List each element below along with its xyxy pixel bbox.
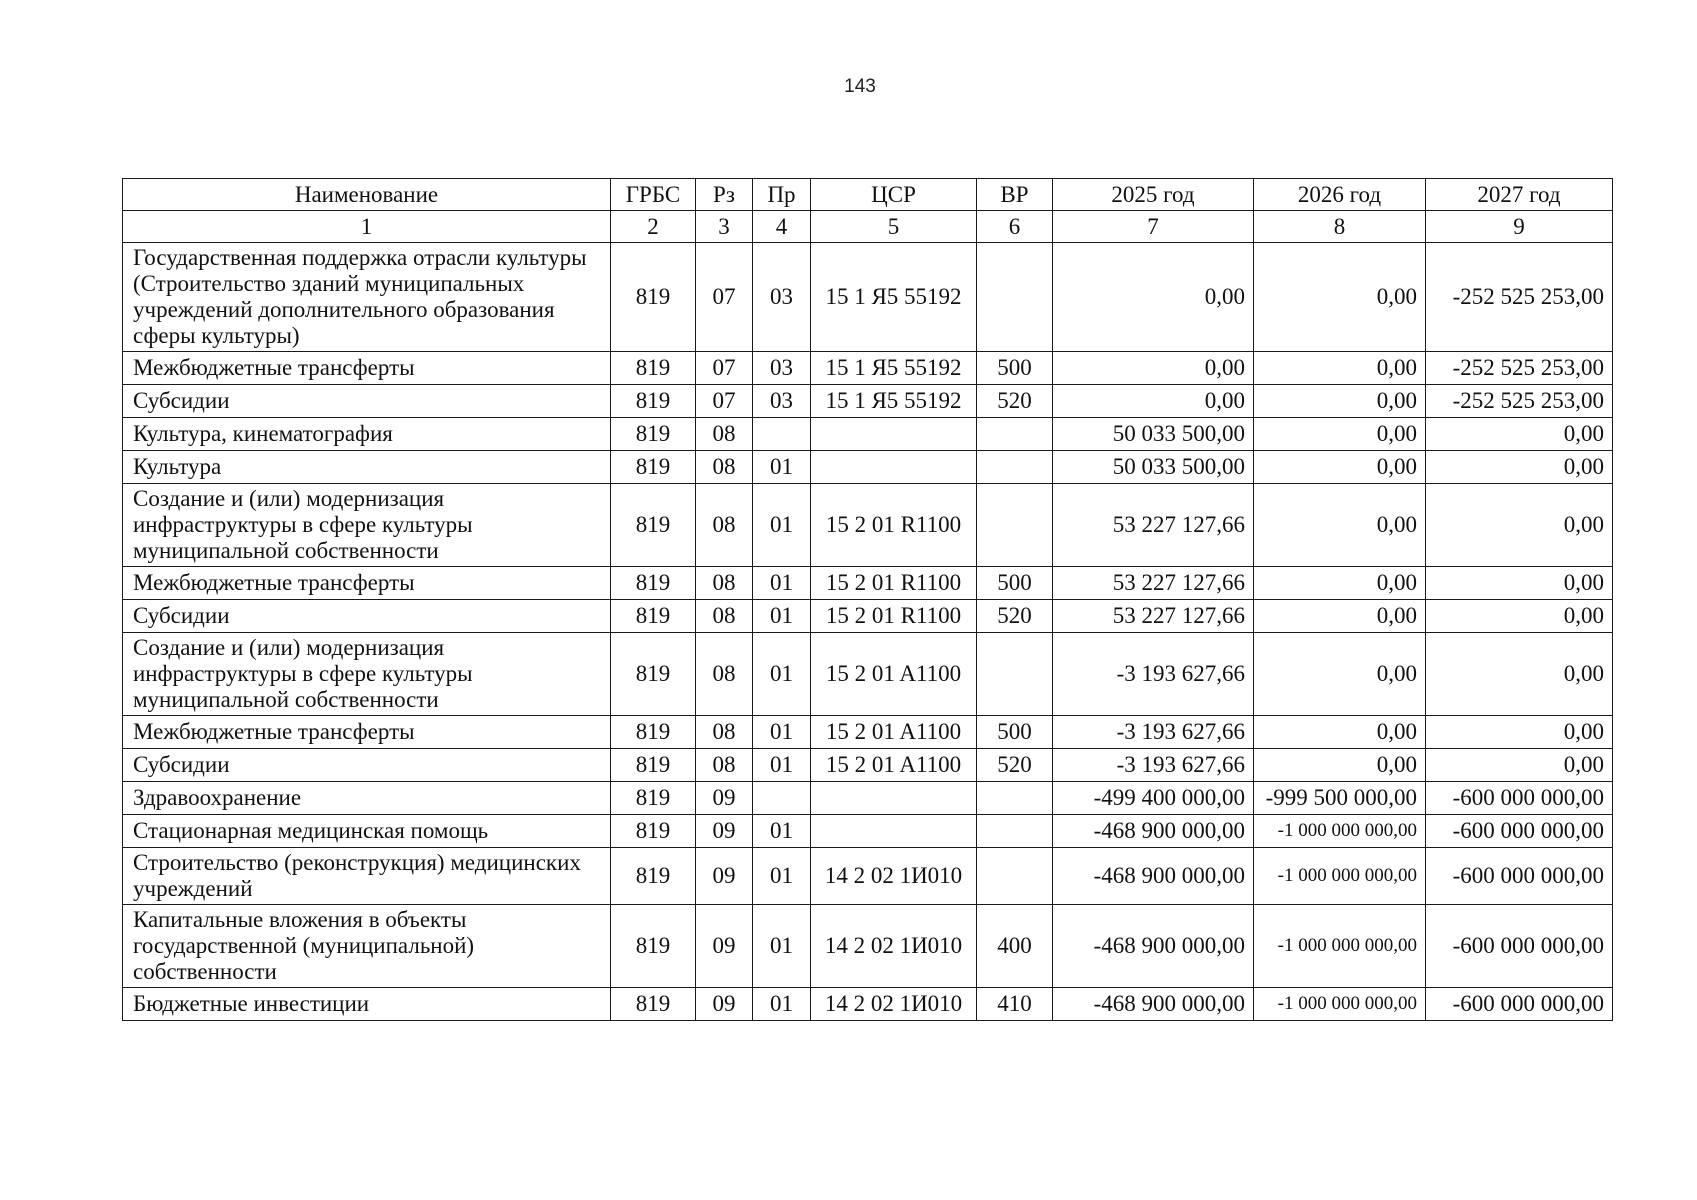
row-value-2026: 0,00 (1254, 352, 1426, 385)
row-vr (977, 848, 1053, 905)
column-number: 2 (611, 211, 696, 243)
header-cell: Рз (696, 179, 753, 211)
table-row (123, 484, 1613, 567)
column-number-row (123, 211, 1613, 243)
row-value-2025: -468 900 000,00 (1053, 988, 1254, 1021)
row-name: Субсидии (123, 385, 611, 418)
row-value-2026: 0,00 (1254, 633, 1426, 716)
row-pr: 01 (753, 484, 811, 567)
row-value-2026: 0,00 (1254, 600, 1426, 633)
table-row (123, 716, 1613, 749)
row-pr: 01 (753, 848, 811, 905)
row-grbs: 819 (611, 988, 696, 1021)
row-pr: 01 (753, 451, 811, 484)
column-number: 3 (696, 211, 753, 243)
row-value-2026: 0,00 (1254, 243, 1426, 352)
row-vr: 500 (977, 567, 1053, 600)
row-csr: 14 2 02 1И010 (811, 905, 977, 988)
row-pr (753, 782, 811, 815)
row-name: Межбюджетные трансферты (123, 352, 611, 385)
column-number: 1 (123, 211, 611, 243)
row-name: Здравоохранение (123, 782, 611, 815)
row-csr (811, 815, 977, 848)
row-value-2026: -1 000 000 000,00 (1254, 815, 1426, 848)
row-value-2027: -600 000 000,00 (1426, 905, 1613, 988)
row-name: Бюджетные инвестиции (123, 988, 611, 1021)
row-value-2027: 0,00 (1426, 567, 1613, 600)
row-value-2025: -468 900 000,00 (1053, 905, 1254, 988)
row-vr (977, 782, 1053, 815)
row-value-2027: 0,00 (1426, 633, 1613, 716)
row-value-2025: -3 193 627,66 (1053, 749, 1254, 782)
row-rz: 08 (696, 418, 753, 451)
row-name: Межбюджетные трансферты (123, 716, 611, 749)
row-csr: 15 1 Я5 55192 (811, 243, 977, 352)
row-vr (977, 243, 1053, 352)
row-value-2026: -1 000 000 000,00 (1254, 905, 1426, 988)
row-grbs: 819 (611, 848, 696, 905)
row-value-2026: 0,00 (1254, 385, 1426, 418)
table-body (123, 243, 1613, 1021)
row-value-2025: -468 900 000,00 (1053, 815, 1254, 848)
row-value-2025: 0,00 (1053, 243, 1254, 352)
row-rz: 08 (696, 633, 753, 716)
row-value-2026: -999 500 000,00 (1254, 782, 1426, 815)
row-vr: 500 (977, 352, 1053, 385)
row-csr: 15 2 01 R1100 (811, 600, 977, 633)
row-value-2027: 0,00 (1426, 484, 1613, 567)
row-value-2026: -1 000 000 000,00 (1254, 988, 1426, 1021)
row-grbs: 819 (611, 749, 696, 782)
row-rz: 09 (696, 905, 753, 988)
row-rz: 09 (696, 848, 753, 905)
row-csr: 15 2 01 R1100 (811, 484, 977, 567)
budget-table (122, 178, 1613, 1021)
column-number: 4 (753, 211, 811, 243)
column-number: 9 (1426, 211, 1613, 243)
row-grbs: 819 (611, 600, 696, 633)
row-rz: 08 (696, 716, 753, 749)
table-row (123, 749, 1613, 782)
row-value-2025: 53 227 127,66 (1053, 484, 1254, 567)
row-vr: 500 (977, 716, 1053, 749)
row-csr: 15 2 01 R1100 (811, 567, 977, 600)
row-value-2027: -600 000 000,00 (1426, 848, 1613, 905)
row-value-2025: 0,00 (1053, 385, 1254, 418)
row-name: Государственная поддержка отрасли культуры (Строительство зданий муниципальных учреждений дополнительного образования сферы культуры) (123, 243, 611, 352)
row-csr: 14 2 02 1И010 (811, 988, 977, 1021)
row-vr: 410 (977, 988, 1053, 1021)
row-csr (811, 418, 977, 451)
table-row (123, 782, 1613, 815)
row-grbs: 819 (611, 567, 696, 600)
row-rz: 08 (696, 600, 753, 633)
table-row (123, 451, 1613, 484)
page-number: 143 (844, 76, 876, 97)
header-cell: 2027 год (1426, 179, 1613, 211)
header-cell: Наименование (123, 179, 611, 211)
row-vr (977, 418, 1053, 451)
row-value-2025: -499 400 000,00 (1053, 782, 1254, 815)
row-grbs: 819 (611, 243, 696, 352)
row-value-2027: 0,00 (1426, 418, 1613, 451)
row-grbs: 819 (611, 418, 696, 451)
row-vr: 520 (977, 600, 1053, 633)
row-vr (977, 815, 1053, 848)
row-grbs: 819 (611, 716, 696, 749)
row-value-2026: 0,00 (1254, 418, 1426, 451)
row-csr: 15 1 Я5 55192 (811, 352, 977, 385)
column-number: 6 (977, 211, 1053, 243)
table-row (123, 815, 1613, 848)
row-rz: 09 (696, 815, 753, 848)
row-grbs: 819 (611, 905, 696, 988)
row-vr (977, 633, 1053, 716)
row-value-2027: -600 000 000,00 (1426, 988, 1613, 1021)
row-csr (811, 451, 977, 484)
row-grbs: 819 (611, 385, 696, 418)
row-value-2025: 53 227 127,66 (1053, 567, 1254, 600)
row-name: Субсидии (123, 749, 611, 782)
row-value-2026: 0,00 (1254, 451, 1426, 484)
table-row (123, 905, 1613, 988)
row-csr: 15 2 01 A1100 (811, 749, 977, 782)
header-cell: 2025 год (1053, 179, 1254, 211)
row-grbs: 819 (611, 352, 696, 385)
table-row (123, 988, 1613, 1021)
row-pr: 01 (753, 905, 811, 988)
table-row (123, 633, 1613, 716)
header-cell: ГРБС (611, 179, 696, 211)
row-vr: 520 (977, 749, 1053, 782)
row-pr: 03 (753, 243, 811, 352)
table-row (123, 418, 1613, 451)
row-name: Создание и (или) модернизация инфраструктуры в сфере культуры муниципальной собственности (123, 484, 611, 567)
row-rz: 07 (696, 352, 753, 385)
row-value-2027: -252 525 253,00 (1426, 352, 1613, 385)
row-grbs: 819 (611, 484, 696, 567)
row-vr: 400 (977, 905, 1053, 988)
row-value-2026: -1 000 000 000,00 (1254, 848, 1426, 905)
row-value-2026: 0,00 (1254, 749, 1426, 782)
row-pr: 01 (753, 815, 811, 848)
row-rz: 08 (696, 484, 753, 567)
column-number: 7 (1053, 211, 1254, 243)
row-name: Культура (123, 451, 611, 484)
row-value-2027: -252 525 253,00 (1426, 243, 1613, 352)
row-rz: 09 (696, 782, 753, 815)
row-name: Культура, кинематография (123, 418, 611, 451)
row-grbs: 819 (611, 782, 696, 815)
table-row (123, 848, 1613, 905)
header-cell: 2026 год (1254, 179, 1426, 211)
row-pr (753, 418, 811, 451)
row-value-2026: 0,00 (1254, 484, 1426, 567)
row-csr: 14 2 02 1И010 (811, 848, 977, 905)
row-pr: 01 (753, 716, 811, 749)
row-csr: 15 1 Я5 55192 (811, 385, 977, 418)
row-pr: 03 (753, 352, 811, 385)
row-value-2027: 0,00 (1426, 716, 1613, 749)
row-value-2025: 50 033 500,00 (1053, 451, 1254, 484)
table-row (123, 600, 1613, 633)
row-vr (977, 484, 1053, 567)
row-value-2025: 0,00 (1053, 352, 1254, 385)
row-csr: 15 2 01 A1100 (811, 716, 977, 749)
row-name: Межбюджетные трансферты (123, 567, 611, 600)
table-row (123, 243, 1613, 352)
row-rz: 09 (696, 988, 753, 1021)
row-csr: 15 2 01 A1100 (811, 633, 977, 716)
row-value-2027: 0,00 (1426, 600, 1613, 633)
row-value-2025: -3 193 627,66 (1053, 633, 1254, 716)
row-name: Субсидии (123, 600, 611, 633)
row-rz: 07 (696, 385, 753, 418)
row-value-2026: 0,00 (1254, 567, 1426, 600)
row-value-2025: -468 900 000,00 (1053, 848, 1254, 905)
header-cell: Пр (753, 179, 811, 211)
row-pr: 01 (753, 567, 811, 600)
row-rz: 08 (696, 567, 753, 600)
row-name: Строительство (реконструкция) медицинских учреждений (123, 848, 611, 905)
row-value-2025: -3 193 627,66 (1053, 716, 1254, 749)
row-pr: 01 (753, 600, 811, 633)
row-grbs: 819 (611, 815, 696, 848)
row-name: Создание и (или) модернизация инфраструктуры в сфере культуры муниципальной собственности (123, 633, 611, 716)
row-value-2025: 53 227 127,66 (1053, 600, 1254, 633)
row-pr: 01 (753, 749, 811, 782)
row-csr (811, 782, 977, 815)
row-grbs: 819 (611, 633, 696, 716)
row-rz: 08 (696, 749, 753, 782)
row-pr: 03 (753, 385, 811, 418)
table-row (123, 385, 1613, 418)
table-row (123, 352, 1613, 385)
row-rz: 08 (696, 451, 753, 484)
row-value-2027: -600 000 000,00 (1426, 815, 1613, 848)
header-cell: ВР (977, 179, 1053, 211)
table-row (123, 567, 1613, 600)
header-cell: ЦСР (811, 179, 977, 211)
row-vr (977, 451, 1053, 484)
column-number: 5 (811, 211, 977, 243)
row-pr: 01 (753, 988, 811, 1021)
row-value-2026: 0,00 (1254, 716, 1426, 749)
row-value-2027: -600 000 000,00 (1426, 782, 1613, 815)
row-value-2027: -252 525 253,00 (1426, 385, 1613, 418)
column-number: 8 (1254, 211, 1426, 243)
row-value-2027: 0,00 (1426, 451, 1613, 484)
row-vr: 520 (977, 385, 1053, 418)
row-grbs: 819 (611, 451, 696, 484)
row-value-2025: 50 033 500,00 (1053, 418, 1254, 451)
row-rz: 07 (696, 243, 753, 352)
row-pr: 01 (753, 633, 811, 716)
row-name: Стационарная медицинская помощь (123, 815, 611, 848)
row-value-2027: 0,00 (1426, 749, 1613, 782)
row-name: Капитальные вложения в объекты государственной (муниципальной) собственности (123, 905, 611, 988)
header-row (123, 179, 1613, 211)
